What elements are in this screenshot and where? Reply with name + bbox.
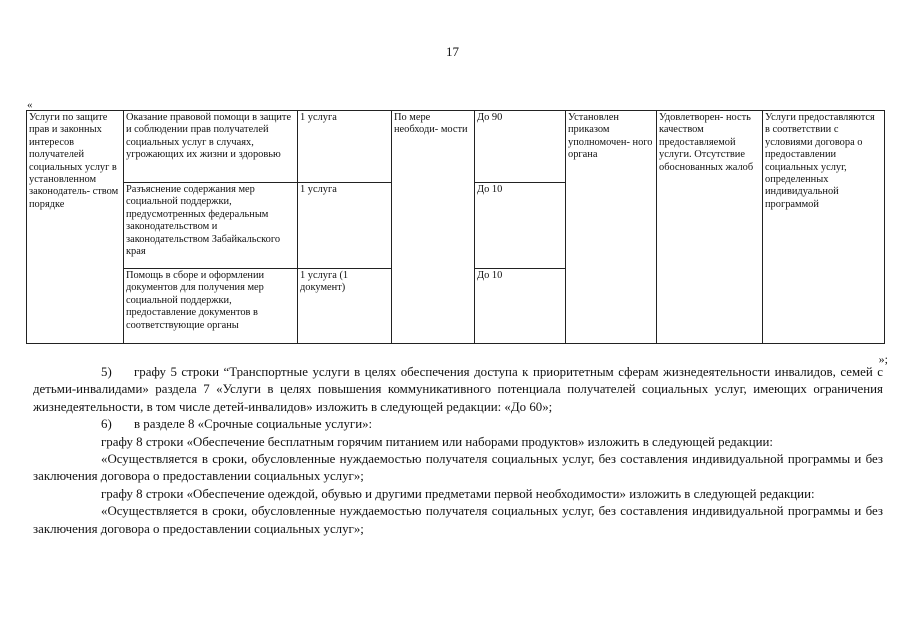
paragraph: «Осуществляется в сроки, обусловленные нуждаемостью получателя социальных услуг, без составления индивидуальной программы и без заключения договора о предоставлении социальных услуг»; bbox=[33, 504, 883, 536]
item-number: 5) bbox=[101, 365, 112, 379]
volume-cell: До 90 bbox=[475, 111, 566, 183]
service-name-cell: Оказание правовой помощи в защите и соблюдении прав получателей социальных услуг в случаях, угрожающих их жизни и здоровью bbox=[124, 111, 298, 183]
paragraph-text: в разделе 8 «Срочные социальные услуги»: bbox=[134, 417, 373, 432]
table-open-quote: « bbox=[27, 99, 33, 111]
unit-cell: 1 услуга bbox=[298, 183, 392, 269]
volume-cell: До 10 bbox=[475, 269, 566, 344]
service-name-cell: Помощь в сборе и оформлении документов для получения мер социальной поддержки, предоставление документов в соответствующие органы bbox=[124, 269, 298, 344]
service-group-cell: Услуги по защите прав и законных интересов получателей социальных услуг в установленном законодатель- ством порядке bbox=[27, 111, 124, 344]
table-row bbox=[27, 111, 885, 183]
periodicity-cell: По мере необходи- мости bbox=[392, 111, 475, 344]
table-close-quote: »; bbox=[878, 352, 888, 366]
conditions-cell: Услуги предоставляются в соответствии с условиями договора о предоставлении социальных услуг, определенных индивидуальной программой bbox=[763, 111, 885, 344]
volume-cell: До 10 bbox=[475, 183, 566, 269]
paragraph-item-5 bbox=[33, 364, 883, 416]
amendment-text bbox=[33, 364, 883, 538]
quality-indicators-cell: Удовлетворен- ность качеством предоставляемой услуги. Отсутствие обоснованных жалоб bbox=[657, 111, 763, 344]
paragraph: графу 8 строки «Обеспечение бесплатным горячим питанием или наборами продуктов» изложить в следующей редакции: bbox=[101, 434, 773, 449]
page-number: 17 bbox=[446, 44, 459, 59]
tariff-cell: Установлен приказом уполномочен- ного органа bbox=[566, 111, 657, 344]
unit-cell: 1 услуга bbox=[298, 111, 392, 183]
paragraph: «Осуществляется в сроки, обусловленные нуждаемостью получателя социальных услуг, без составления индивидуальной программы и без заключения договора о предоставлении социальных услуг»; bbox=[33, 452, 883, 484]
paragraph-text: графу 5 строки “Транспортные услуги в целях обеспечения доступа к приоритетным сферам жизнедеятельности инвалидов, семей с детьми-инвалидами» раздела 7 «Услуги в целях повышения коммуникативного потенциала получателей социальных услуг, имеющих ограничения жизнедеятельности, в том числе детей-инвалидов» изложить в следующей редакции: «До 60»; bbox=[33, 365, 883, 414]
services-table bbox=[26, 110, 885, 344]
item-number: 6) bbox=[101, 417, 112, 432]
unit-cell: 1 услуга (1 документ) bbox=[298, 269, 392, 344]
paragraph-item-6 bbox=[33, 416, 883, 433]
service-name-cell: Разъяснение содержания мер социальной поддержки, предусмотренных федеральным законодательством и законодательством Забайкальского края bbox=[124, 183, 298, 269]
paragraph: графу 8 строки «Обеспечение одеждой, обувью и другими предметами первой необходимости» изложить в следующей редакции: bbox=[101, 486, 815, 501]
